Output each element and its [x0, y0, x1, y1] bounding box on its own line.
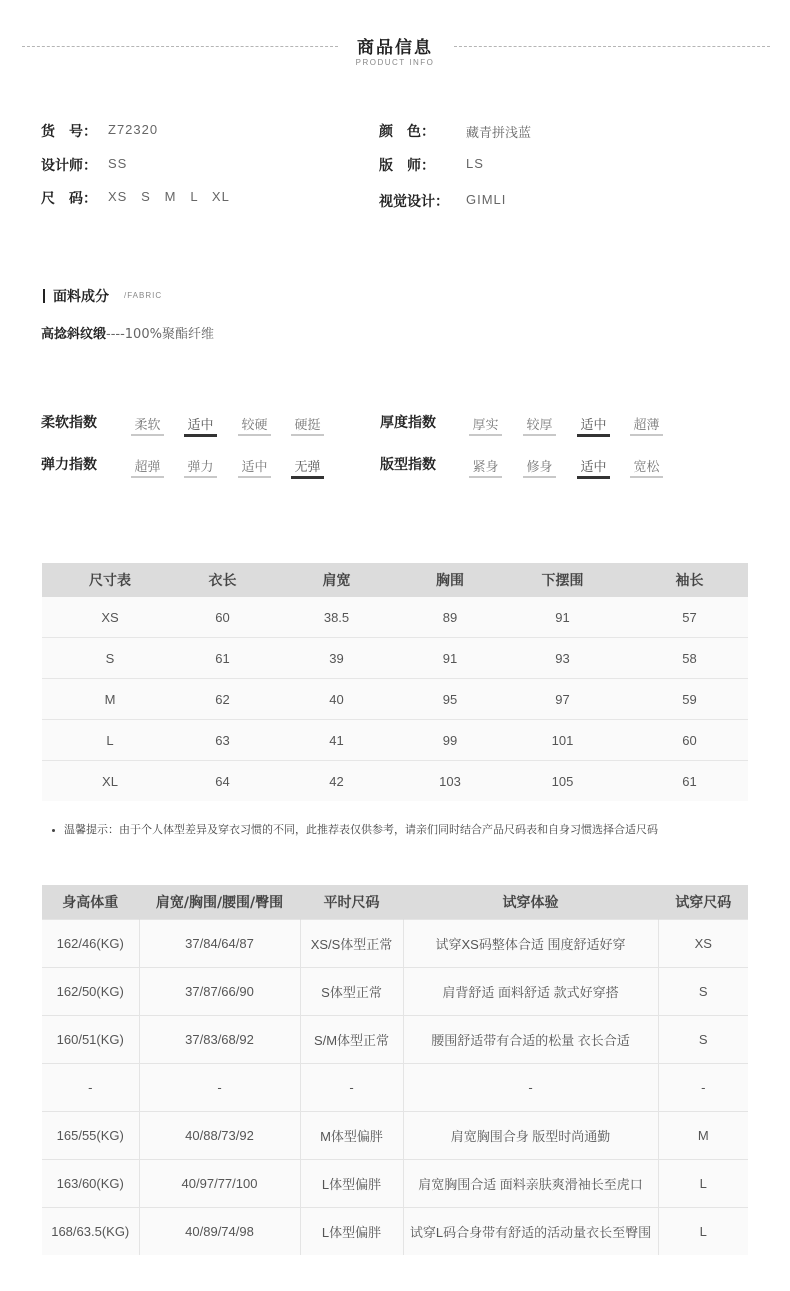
index-label: 厚度指数: [380, 415, 436, 431]
index-option-underline: [523, 476, 556, 478]
table-cell: 91: [406, 638, 494, 679]
index-option-label: 适中: [580, 460, 607, 475]
table-row: [42, 1112, 748, 1160]
table-cell: 60: [178, 597, 267, 638]
index-option-underline: [131, 434, 164, 436]
table-cell: 肩宽胸围合适 面料亲肤爽滑袖长至虎口: [403, 1160, 658, 1208]
index-label: 版型指数: [380, 457, 436, 473]
index-label: 弹力指数: [41, 457, 97, 473]
index-option-underline: [630, 476, 663, 478]
table-cell: M: [658, 1112, 748, 1160]
table-row: [42, 761, 748, 802]
fabric-composition: [41, 323, 214, 342]
index-option-label: 较硬: [241, 418, 268, 433]
designer-value: SS: [108, 156, 128, 171]
fabric-title: 面料成分: [53, 289, 109, 305]
index-option-label: 紧身: [472, 460, 499, 475]
table-cell: 63: [178, 720, 267, 761]
table-cell: 163/60(KG): [42, 1160, 139, 1208]
color-value: 藏青拼浅蓝: [466, 126, 532, 141]
index-option: [469, 414, 502, 433]
table-header-cell: 肩宽/胸围/腰围/臀围: [139, 885, 300, 920]
section-title: 商品信息: [357, 38, 433, 58]
index-option-label: 宽松: [633, 460, 660, 475]
table-header-cell: 身高体重: [42, 885, 139, 920]
table-row: [42, 720, 748, 761]
index-option: [131, 414, 164, 433]
item-number-label: 货 号：: [41, 124, 97, 140]
index-option-label: 较厚: [526, 418, 553, 433]
table-cell: 39: [267, 638, 406, 679]
table-cell: -: [658, 1064, 748, 1112]
table-cell: 38.5: [267, 597, 406, 638]
table-cell: XS: [658, 920, 748, 968]
table-cell: 59: [631, 679, 748, 720]
index-option-label: 无弹: [294, 460, 321, 475]
table-cell: 165/55(KG): [42, 1112, 139, 1160]
index-option: [577, 414, 610, 433]
index-option-underline: [131, 476, 164, 478]
table-row: [42, 920, 748, 968]
index-option: [630, 456, 663, 475]
table-row: [42, 1160, 748, 1208]
table-cell: S: [658, 1016, 748, 1064]
index-option: [469, 456, 502, 475]
index-option-label: 修身: [526, 460, 553, 475]
size-tip: [52, 821, 658, 837]
table-header-cell: 衣长: [178, 563, 267, 597]
table-cell: S: [42, 638, 178, 679]
item-number-value: Z72320: [108, 122, 159, 137]
table-cell: 105: [494, 761, 631, 802]
table-cell: XS/S体型正常: [300, 920, 403, 968]
table-cell: S: [658, 968, 748, 1016]
index-option-underline: [577, 476, 610, 479]
index-option-label: 柔软: [134, 418, 161, 433]
designer-label: 设计师：: [41, 158, 97, 174]
index-option-label: 硬挺: [294, 418, 321, 433]
table-cell: 61: [178, 638, 267, 679]
table-header-cell: 平时尺码: [300, 885, 403, 920]
table-header-cell: 袖长: [631, 563, 748, 597]
index-option: [291, 456, 324, 475]
index-option-label: 适中: [187, 418, 214, 433]
index-option-underline: [238, 434, 271, 436]
table-row: [42, 679, 748, 720]
table-cell: 61: [631, 761, 748, 802]
table-header-cell: 胸围: [406, 563, 494, 597]
table-cell: 168/63.5(KG): [42, 1208, 139, 1256]
fabric-title-bar: [43, 289, 45, 303]
table-cell: 60: [631, 720, 748, 761]
index-option-underline: [577, 434, 610, 437]
table-cell: 103: [406, 761, 494, 802]
table-cell: 37/84/64/87: [139, 920, 300, 968]
index-option: [238, 414, 271, 433]
index-option: [184, 414, 217, 433]
index-option-underline: [291, 434, 324, 436]
table-cell: 97: [494, 679, 631, 720]
table-cell: 37/87/66/90: [139, 968, 300, 1016]
table-header-cell: 试穿尺码: [658, 885, 748, 920]
size-tip-text: 温馨提示：由于个人体型差异及穿衣习惯的不同，此推荐表仅供参考，请亲们同时结合产品尺码表和自身习惯选择合适尺码: [64, 823, 658, 836]
table-cell: L体型偏胖: [300, 1160, 403, 1208]
size-label: 尺 码：: [41, 191, 97, 207]
index-option: [630, 414, 663, 433]
index-option-underline: [630, 434, 663, 436]
table-cell: L: [658, 1160, 748, 1208]
table-cell: -: [139, 1064, 300, 1112]
index-option: [577, 456, 610, 475]
table-cell: 95: [406, 679, 494, 720]
table-cell: 肩背舒适 面料舒适 款式好穿搭: [403, 968, 658, 1016]
table-cell: M体型偏胖: [300, 1112, 403, 1160]
table-cell: 40/89/74/98: [139, 1208, 300, 1256]
table-cell: 40: [267, 679, 406, 720]
table-row: [42, 1208, 748, 1256]
index-option-label: 超弹: [134, 460, 161, 475]
table-cell: L: [658, 1208, 748, 1256]
bullet-dot: [52, 829, 55, 832]
pattern-maker-label: 版 师：: [379, 158, 435, 174]
index-option: [523, 414, 556, 433]
fabric-subtitle: /FABRIC: [124, 291, 163, 300]
table-row: [42, 597, 748, 638]
fabric-material: 高捻斜纹缎: [41, 327, 107, 342]
table-cell: L体型偏胖: [300, 1208, 403, 1256]
table-cell: 64: [178, 761, 267, 802]
index-option: [238, 456, 271, 475]
index-option-underline: [238, 476, 271, 478]
table-cell: -: [42, 1064, 139, 1112]
table-cell: S体型正常: [300, 968, 403, 1016]
size-value: XS S M L XL: [108, 189, 230, 204]
table-cell: XS: [42, 597, 178, 638]
table-cell: 160/51(KG): [42, 1016, 139, 1064]
index-option-underline: [523, 434, 556, 436]
table-cell: 162/50(KG): [42, 968, 139, 1016]
visual-design-value: GIMLI: [466, 192, 507, 207]
table-cell: 肩宽胸围合身 版型时尚通勤: [403, 1112, 658, 1160]
table-cell: 101: [494, 720, 631, 761]
trial-table: [42, 885, 748, 1255]
index-option-underline: [469, 434, 502, 436]
index-option: [131, 456, 164, 475]
table-cell: 40/97/77/100: [139, 1160, 300, 1208]
table-cell: 162/46(KG): [42, 920, 139, 968]
index-option-underline: [184, 434, 217, 437]
table-cell: 试穿L码合身带有舒适的活动量衣长至臀围: [403, 1208, 658, 1256]
table-row: [42, 1064, 748, 1112]
table-cell: 93: [494, 638, 631, 679]
table-cell: 91: [494, 597, 631, 638]
table-cell: 62: [178, 679, 267, 720]
index-option-label: 超薄: [633, 418, 660, 433]
index-label: 柔软指数: [41, 415, 97, 431]
index-option-underline: [184, 476, 217, 478]
table-cell: XL: [42, 761, 178, 802]
pattern-maker-value: LS: [466, 156, 484, 171]
table-row: [42, 638, 748, 679]
index-option-underline: [291, 476, 324, 479]
table-cell: 37/83/68/92: [139, 1016, 300, 1064]
table-cell: S/M体型正常: [300, 1016, 403, 1064]
color-label: 颜 色：: [379, 124, 435, 140]
table-cell: 40/88/73/92: [139, 1112, 300, 1160]
section-subtitle: PRODUCT INFO: [355, 58, 435, 67]
table-header-cell: 尺寸表: [42, 563, 178, 597]
table-cell: 57: [631, 597, 748, 638]
table-cell: L: [42, 720, 178, 761]
table-cell: 89: [406, 597, 494, 638]
table-cell: 试穿XS码整体合适 围度舒适好穿: [403, 920, 658, 968]
index-option-label: 厚实: [472, 418, 499, 433]
table-header-cell: 肩宽: [267, 563, 406, 597]
table-header-cell: 试穿体验: [403, 885, 658, 920]
table-cell: 41: [267, 720, 406, 761]
visual-design-label: 视觉设计：: [379, 194, 449, 210]
index-option-label: 适中: [580, 418, 607, 433]
index-option-underline: [469, 476, 502, 478]
table-row: [42, 1016, 748, 1064]
fabric-percent: ----100%聚酯纤维: [106, 327, 214, 342]
table-cell: M: [42, 679, 178, 720]
table-cell: 42: [267, 761, 406, 802]
index-option-label: 适中: [241, 460, 268, 475]
index-option: [523, 456, 556, 475]
table-cell: -: [403, 1064, 658, 1112]
table-row: [42, 968, 748, 1016]
index-option: [291, 414, 324, 433]
table-cell: -: [300, 1064, 403, 1112]
table-cell: 腰围舒适带有合适的松量 衣长合适: [403, 1016, 658, 1064]
table-cell: 58: [631, 638, 748, 679]
table-cell: 99: [406, 720, 494, 761]
index-option: [184, 456, 217, 475]
table-header-cell: 下摆围: [494, 563, 631, 597]
index-option-label: 弹力: [187, 460, 214, 475]
size-table: [42, 563, 748, 801]
